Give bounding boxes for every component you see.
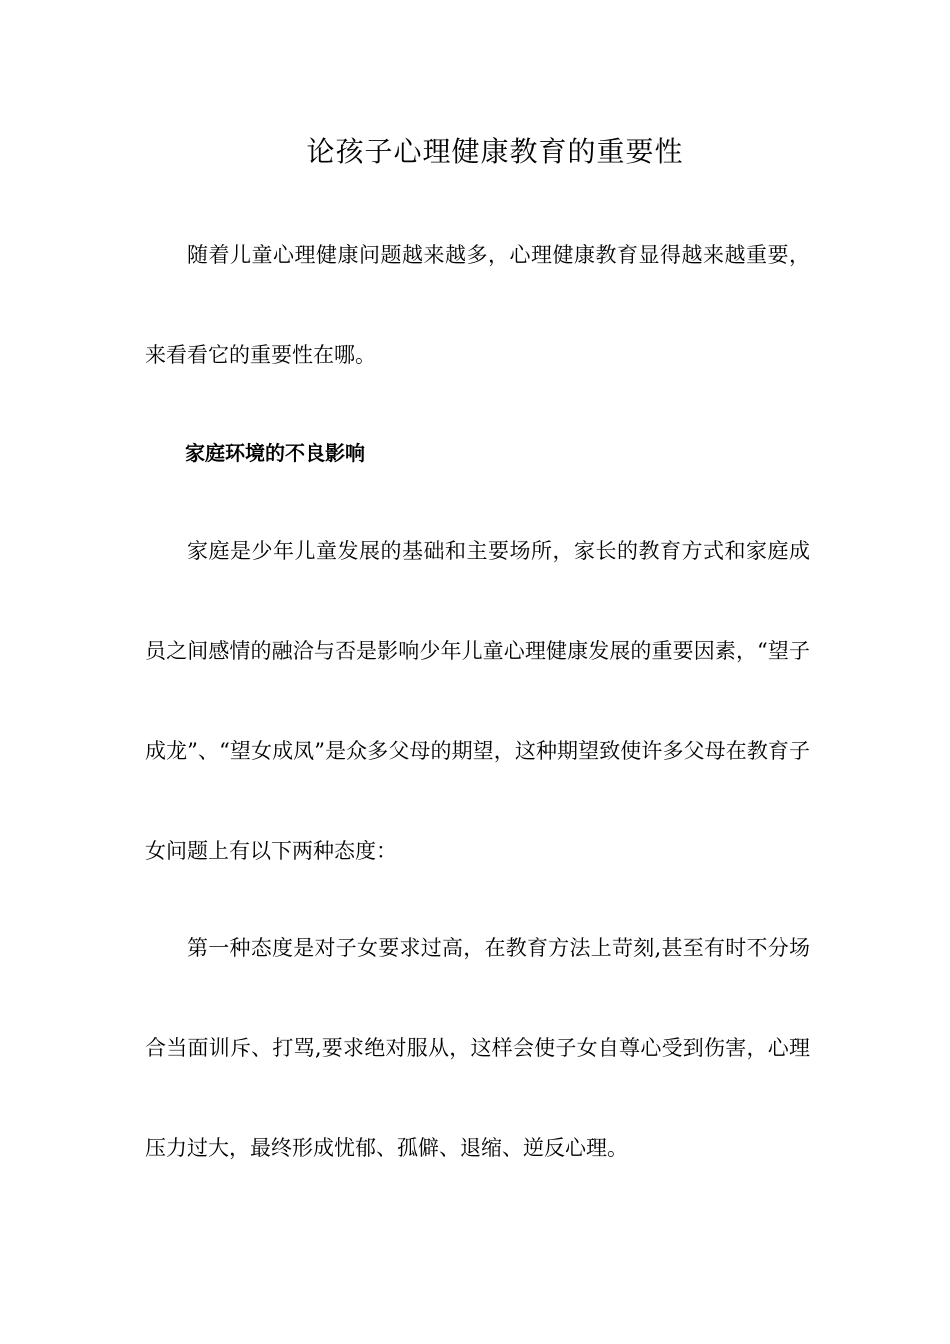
section-heading: 家庭环境的不良影响 [185,441,365,465]
family-paragraph: 家庭是少年儿童发展的基础和主要场所，家长的教育方式和家庭成员之间感情的融洽与否是影响少年儿童心理健康发展的重要因素，“望子成龙”、“望女成凤”是众多父母的期望，这种期望致使许多父母在教育子女问题上有以下两种态度： [145,539,810,863]
document-title: 论孩子心理健康教育的重要性 [306,135,684,168]
intro-paragraph: 随着儿童心理健康问题越来越多，心理健康教育显得越来越重要，来看看它的重要性在哪。 [145,243,810,367]
attitude-one-paragraph: 第一种态度是对子女要求过高，在教育方法上苛刻,甚至有时不分场合当面训斥、打骂,要求绝对服从，这样会使子女自尊心受到伤害，心理压力过大，最终形成忧郁、孤僻、退缩、逆反心理。 [145,936,810,1160]
